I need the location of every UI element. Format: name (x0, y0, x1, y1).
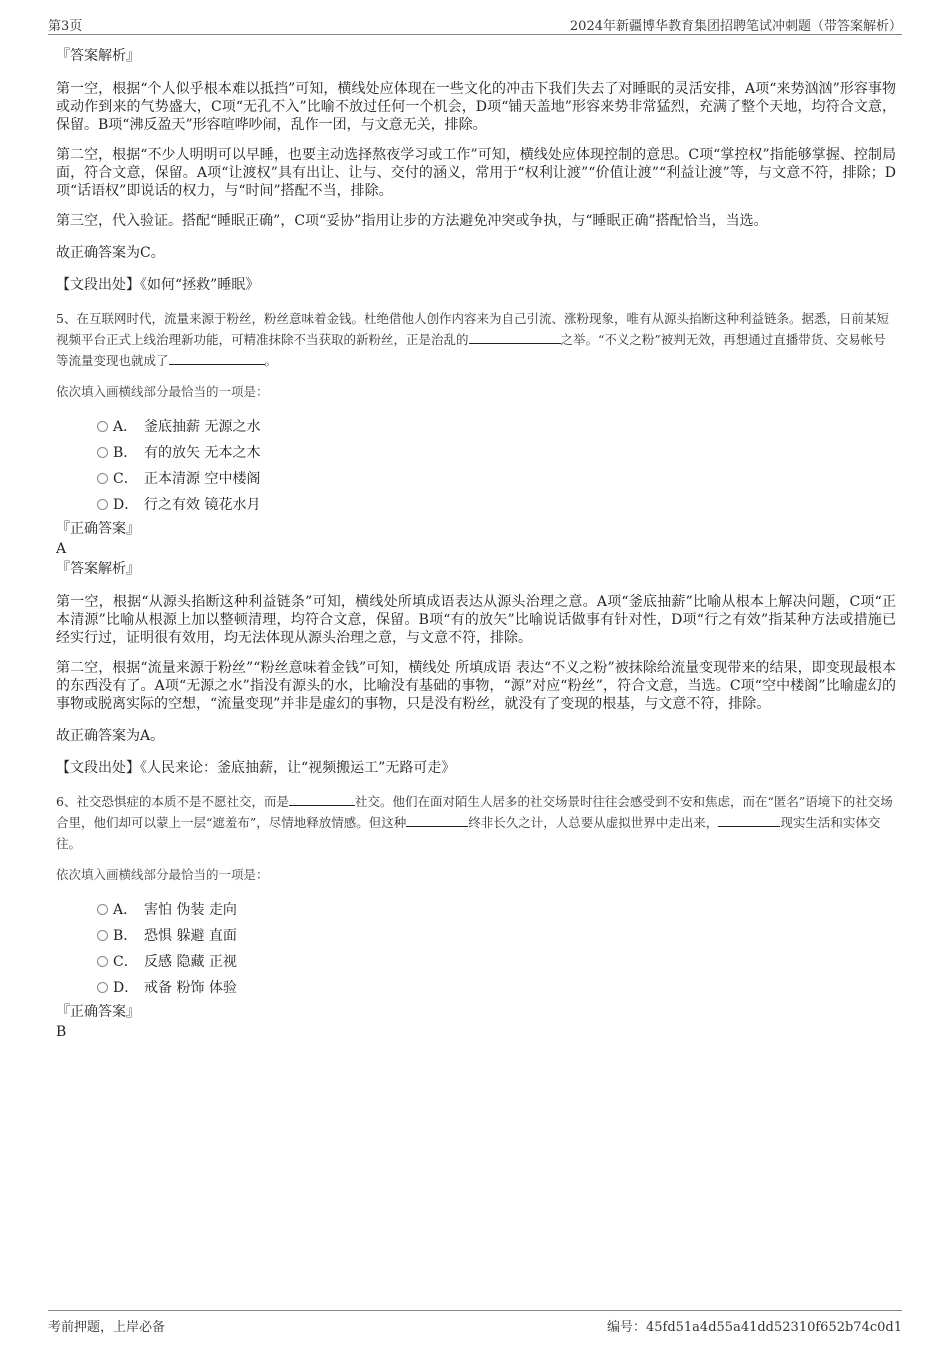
document-id: 编号：45fd51a4d55a41dd52310f652b74c0d1 (606, 1320, 902, 1335)
option-text: 反感 隐藏 正视 (144, 954, 237, 970)
option-letter: A． (113, 902, 138, 918)
fill-blank (289, 793, 355, 806)
analysis-paragraph: 第一空，根据“从源头掐断这种利益链条”可知，横线处所填成语表达从源头治理之意。A项“釜底抽薪”比喻从根本上解决问题，C项“正本清源”比喻从根源上加以整顿清理，均符合文意，保留。B项“有的放矢”比喻说话做事有针对性，D项“行之有效”指某种方法或措施已经实行过，证明很有效用，均无法体现从源头治理之意，与文意不符，排除。 (56, 594, 896, 646)
option-letter: B． (113, 445, 138, 461)
stem-text: 社交。他们在面对陌生人居多的社交场景时往往会感受到不安和焦虑，而在“匿名”语境下的社交场合里，他们却可以蒙上一层“遮羞布”，尽情地释放情感。但这种 (56, 794, 893, 830)
option-text: 戒备 粉饰 体验 (144, 980, 237, 996)
analysis-paragraph: 第二空，根据“流量来源于粉丝”“粉丝意味着金钱”可知，横线处 所填成语 表达“不义之粉”被抹除给流量变现带来的结果，即变现最根本的东西没有了。A项“无源之水”指没有源头的水，比喻没有基础的事物，“源”对应“粉丝”，符合文意，当选。C项“空中楼阁”比喻虚幻的事物或脱离实际的空想，“流量变现”并非是虚幻的事物，只是没有粉丝，就没有了变现的根基，与文意不符，排除。 (56, 660, 896, 712)
conclusion: 故正确答案为C。 (56, 245, 165, 261)
analysis-label: 『答案解析』 (56, 561, 140, 577)
question-stem (56, 308, 896, 371)
analysis-label: 『答案解析』 (56, 48, 140, 64)
option-text: 行之有效 镜花水月 (144, 497, 261, 513)
stem-text: 。 (264, 353, 278, 368)
option-text: 釜底抽薪 无源之水 (144, 419, 261, 435)
option-letter: A． (113, 419, 138, 435)
radio-icon[interactable] (97, 499, 108, 510)
radio-icon[interactable] (97, 904, 108, 915)
radio-icon[interactable] (97, 421, 108, 432)
correct-answer-label: 『正确答案』 (56, 1004, 140, 1020)
stem-text: 6、社交恐惧症的本质不是不愿社交，而是 (56, 794, 289, 809)
option-letter: C． (113, 471, 138, 487)
source-citation: 【文段出处】《如何“拯救”睡眠》 (56, 277, 260, 293)
option-letter: C． (113, 954, 138, 970)
option-text: 正本清源 空中楼阁 (144, 471, 261, 487)
fill-blank (406, 814, 468, 827)
analysis-paragraph: 第二空，根据“不少人明明可以早睡，也要主动选择熬夜学习或工作”可知，横线处应体现控制的意思。C项“掌控权”指能够掌握、控制局面，符合文意，保留。A项“让渡权”具有出让、让与、交付的涵义，常用于“权利让渡”“价值让渡”“利益让渡”等，与文意不符，排除；D项“话语权”即说话的权力，与“时间”搭配不当，排除。 (56, 147, 896, 199)
question-prompt: 依次填入画横线部分最恰当的一项是： (56, 384, 269, 399)
option-c[interactable] (56, 948, 896, 974)
stem-text: 现实生活和实体交往。 (56, 815, 881, 851)
conclusion: 故正确答案为A。 (56, 728, 165, 744)
fill-blank (718, 814, 780, 827)
page-content (56, 46, 896, 1042)
option-text: 害怕 伪装 走向 (144, 902, 237, 918)
page-header (48, 12, 902, 35)
question-6 (56, 791, 896, 1042)
stem-text: 5、在互联网时代，流量来源于粉丝，粉丝意味着金钱。杜绝借他人创作内容来为自己引流、涨粉现象，唯有从源头掐断这种利益链条。据悉，日前某短视频平台正式上线治理新功能，可精准抹除不当获取的新粉丝，正是治乱的 (56, 311, 889, 347)
question-stem (56, 791, 896, 854)
option-a[interactable] (56, 413, 896, 439)
option-d[interactable] (56, 974, 896, 1000)
correct-answer-label: 『正确答案』 (56, 521, 140, 537)
option-b[interactable] (56, 922, 896, 948)
option-d[interactable] (56, 491, 896, 517)
option-letter: D． (113, 497, 139, 513)
stem-text: 之举。“不义之粉”被判无效，再想通过直播带货、交易帐号等流量变现也就成了 (56, 332, 886, 368)
footer-slogan: 考前押题，上岸必备 (48, 1320, 166, 1335)
question-5 (56, 308, 896, 777)
option-text: 恐惧 躲避 直面 (144, 928, 237, 944)
radio-icon[interactable] (97, 447, 108, 458)
document-title: 2024年新疆博华教育集团招聘笔试冲刺题（带答案解析） (569, 19, 902, 34)
page-number: 第3页 (48, 19, 83, 34)
option-a[interactable] (56, 896, 896, 922)
option-b[interactable] (56, 439, 896, 465)
fill-blank (469, 331, 561, 344)
option-list (56, 413, 896, 517)
option-text: 有的放矢 无本之木 (144, 445, 261, 461)
option-letter: D． (113, 980, 139, 996)
analysis-paragraph: 第一空，根据“个人似乎根本难以抵挡”可知，横线处应体现在一些文化的冲击下我们失去了对睡眠的灵活安排，A项“来势汹汹”形容事物或动作到来的气势盛大，C项“无孔不入”比喻不放过任何一个机会，D项“铺天盖地”形容来势非常猛烈，充满了整个天地，均符合文意，保留。B项“沸反盈天”形容喧哗吵闹，乱作一团，与文意无关，排除。 (56, 81, 896, 133)
option-list (56, 896, 896, 1000)
stem-text: 终非长久之计，人总要从虚拟世界中走出来， (468, 815, 719, 830)
correct-answer: A (56, 541, 67, 557)
correct-answer: B (56, 1024, 67, 1040)
question-prompt: 依次填入画横线部分最恰当的一项是： (56, 867, 269, 882)
radio-icon[interactable] (97, 982, 108, 993)
radio-icon[interactable] (97, 473, 108, 484)
option-letter: B． (113, 928, 138, 944)
analysis-paragraph: 第三空，代入验证。搭配“睡眠正确”，C项“妥协”指用让步的方法避免冲突或争执，与“睡眠正确”搭配恰当，当选。 (56, 213, 768, 229)
page-footer (48, 1310, 902, 1335)
source-citation: 【文段出处】《人民来论：釜底抽薪，让“视频搬运工”无路可走》 (56, 760, 456, 776)
fill-blank (169, 352, 265, 365)
radio-icon[interactable] (97, 956, 108, 967)
radio-icon[interactable] (97, 930, 108, 941)
option-c[interactable] (56, 465, 896, 491)
